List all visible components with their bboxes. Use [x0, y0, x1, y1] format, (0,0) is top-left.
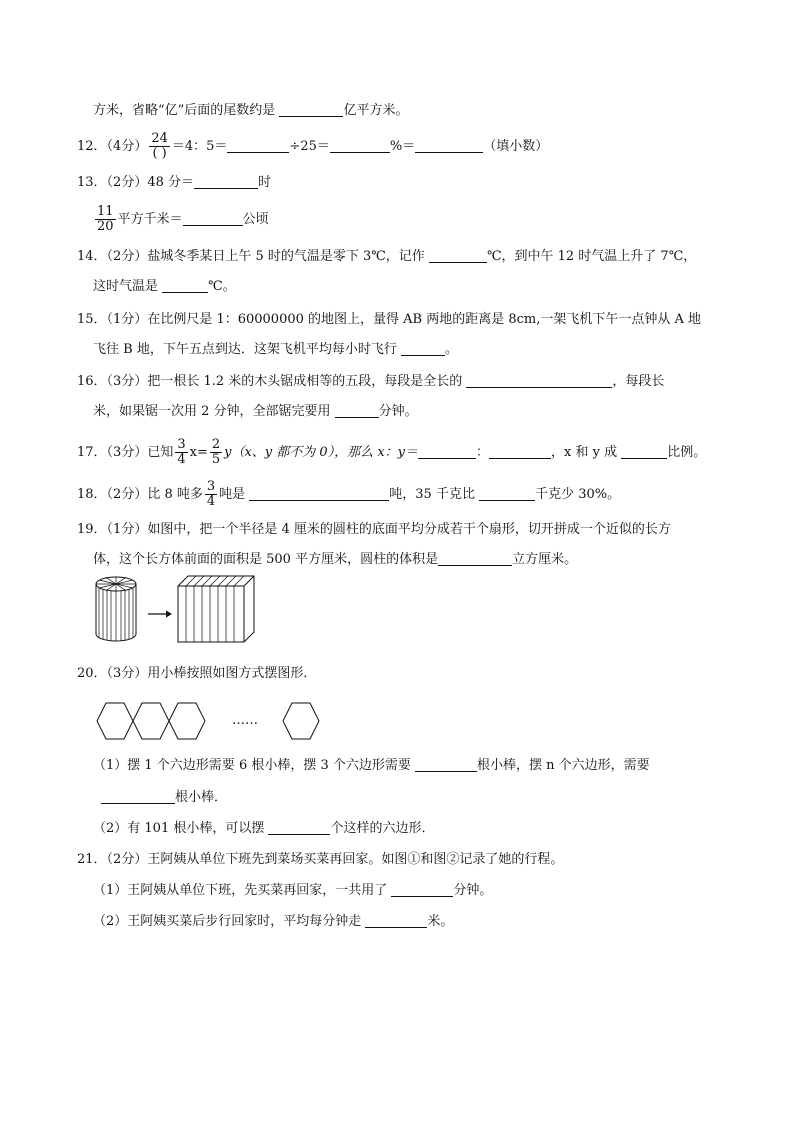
- q18-text-a: 18．（2分）比 8 吨多: [77, 487, 203, 502]
- q13-unit-2: 公顷: [242, 212, 269, 227]
- q14-text-a: 14．（2分）盐城冬季某日上午 5 时的气温是零下 3℃，记作: [77, 249, 429, 264]
- q18-blank-1[interactable]: [249, 486, 389, 501]
- question-13: [77, 174, 271, 192]
- q17-text-d: ：: [476, 445, 490, 460]
- q21-p1-blank[interactable]: [391, 882, 453, 897]
- q15-text-a: 15．（1分）在比例尺是 1：60000000 的地图上，量得 AB 两地的距离是 8cm,一架飞机下午一点钟从 A 地: [77, 312, 702, 327]
- q14-text-c: 这时气温是: [93, 279, 163, 294]
- q21-p1-text-b: 分钟。: [453, 883, 493, 898]
- q20-hexagon-figure: [96, 700, 326, 742]
- question-20-part1-line2: [101, 789, 227, 807]
- q17-blank-1[interactable]: [418, 444, 476, 459]
- q13-text-b: 平方千米＝: [117, 212, 183, 227]
- q19-text-b: 体，这个长方体前面的面积是 500 平方厘米，圆柱的体积是: [93, 552, 439, 567]
- q14-blank-1[interactable]: [429, 248, 487, 263]
- hexagon-1: [97, 703, 133, 739]
- q19-figure: [90, 572, 260, 652]
- q17-text-a: 17．（3分）已知: [77, 445, 174, 460]
- q20-p1-blank-2[interactable]: [101, 789, 175, 804]
- q17-fraction-2-numerator: 2: [211, 437, 221, 452]
- q21-p2-text-a: （2）王阿姨买菜后步行回家时，平均每分钟走: [93, 914, 366, 929]
- q20-p1-text-a: （1）摆 1 个六边形需要 6 根小棒，摆 3 个六边形需要: [93, 758, 416, 773]
- q13-fraction: [95, 205, 116, 234]
- question-17: [77, 438, 706, 467]
- q17-text-f: 比例。: [667, 445, 707, 460]
- question-19: [77, 521, 671, 539]
- q20-p1-blank-1[interactable]: [415, 757, 477, 772]
- q15-text-b: 飞往 B 地，下午五点到达．这架飞机平均每小时飞行: [93, 342, 401, 357]
- q18-blank-2[interactable]: [479, 486, 535, 501]
- q18-text-c: 吨，35 千克比: [389, 487, 480, 502]
- question-15-line2: [93, 341, 458, 359]
- q17-text-c: y（x、y 都不为 0），那么 x：y＝: [224, 445, 418, 460]
- question-20: [77, 665, 316, 683]
- q13-blank-1[interactable]: [194, 174, 258, 189]
- question-21-part2: [93, 913, 453, 931]
- q13-blank-2[interactable]: [183, 211, 243, 226]
- question-18: [77, 480, 620, 509]
- question-19-line2: [93, 551, 577, 569]
- q17-fraction-1-numerator: 3: [177, 437, 186, 452]
- q15-text-c: 。: [444, 342, 458, 357]
- question-21: [77, 851, 563, 869]
- arrow-icon: [148, 611, 172, 618]
- q11-blank[interactable]: [279, 102, 343, 117]
- q19-text-c: 立方厘米。: [512, 552, 578, 567]
- q19-blank[interactable]: [438, 551, 512, 566]
- q17-text-e: ，x 和 y 成: [551, 445, 622, 460]
- q18-fraction-denominator: 4: [206, 494, 216, 509]
- question-14-line2: [93, 278, 236, 296]
- q20-p2-text-b: 个这样的六边形．: [330, 821, 435, 836]
- q12-text-d: （填小数）: [483, 139, 549, 154]
- q17-fraction-1: [175, 438, 187, 467]
- hexagon-2: [133, 703, 169, 739]
- q16-text-b: ，每段长: [612, 374, 665, 389]
- q16-blank-1[interactable]: [466, 373, 612, 388]
- q16-text-a: 16．（3分）把一根长 1.2 米的木头锯成相等的五段，每段是全长的: [77, 374, 467, 389]
- q17-text-b: x=: [189, 445, 208, 460]
- question-13-line2: [93, 205, 269, 234]
- q12-fraction: [149, 132, 170, 161]
- q18-fraction: [205, 480, 217, 509]
- hexagon-single: [283, 703, 319, 739]
- q20-p1-text-b: 根小棒，摆 n 个六边形，需要: [477, 758, 650, 773]
- question-21-part1: [93, 882, 492, 900]
- question-16: [77, 373, 664, 391]
- q13-fraction-denominator: 20: [97, 219, 114, 234]
- question-12: [77, 132, 548, 161]
- q16-blank-2[interactable]: [335, 403, 379, 418]
- q12-blank-2[interactable]: [330, 138, 390, 153]
- q12-fraction-denominator[interactable]: ( ): [152, 146, 167, 161]
- q12-number: 12．（4分）: [77, 139, 148, 154]
- cylinder-figure: [96, 577, 136, 641]
- q15-blank[interactable]: [401, 341, 445, 356]
- q13-fraction-numerator: 11: [97, 204, 114, 219]
- hexagon-3: [169, 703, 205, 739]
- q18-fraction-numerator: 3: [206, 479, 216, 494]
- q18-text-d: 千克少 30%。: [535, 487, 621, 502]
- q17-blank-2[interactable]: [489, 444, 551, 459]
- q11-text: 方米，省略“亿”后面的尾数约是: [93, 103, 280, 118]
- question-14: [77, 248, 696, 266]
- q20-text-a: 20．（3分）用小棒按照如图方式摆图形．: [77, 666, 317, 681]
- q13-unit-1: 时: [258, 175, 272, 190]
- q11-unit: 亿平方米。: [343, 103, 409, 118]
- q21-p2-blank[interactable]: [365, 913, 427, 928]
- q17-blank-3[interactable]: [621, 444, 667, 459]
- q12-text-c: %＝: [389, 139, 416, 154]
- q12-blank-3[interactable]: [415, 138, 483, 153]
- q16-text-c: 米，如果锯一次用 2 分钟，全部锯完要用: [93, 404, 335, 419]
- q20-p2-blank[interactable]: [268, 820, 330, 835]
- q12-text-a: ＝4：5＝: [171, 139, 228, 154]
- q12-blank-1[interactable]: [227, 138, 289, 153]
- q18-text-b: 吨是: [219, 487, 250, 502]
- q21-text-a: 21．（2分）王阿姨从单位下班先到菜场买菜再回家。如图①和图②记录了她的行程。: [77, 852, 564, 867]
- question-16-line2: [93, 403, 418, 421]
- q16-text-d: 分钟。: [378, 404, 418, 419]
- q14-blank-2[interactable]: [162, 278, 208, 293]
- q21-p1-text-a: （1）王阿姨从单位下班，先买菜再回家，一共用了: [93, 883, 392, 898]
- q11-continuation: [93, 102, 408, 120]
- q13-number: 13．（2分）48 分＝: [77, 175, 194, 190]
- q14-text-b: ℃，到中午 12 时气温上升了 7℃，: [486, 249, 697, 264]
- q12-fraction-numerator: 24: [151, 131, 168, 146]
- q19-text-a: 19．（1分）如图中，把一个半径是 4 厘米的圆柱的底面平均分成若干个扇形，切开拼成一个近似的长方: [77, 522, 671, 537]
- question-15: [77, 311, 701, 329]
- q20-p2-text-a: （2）有 101 根小棒，可以摆: [93, 821, 269, 836]
- q21-p2-text-b: 米。: [427, 914, 454, 929]
- q14-text-d: ℃。: [208, 279, 236, 294]
- q17-fraction-2: [210, 438, 222, 467]
- q17-fraction-1-denominator: 4: [177, 452, 186, 467]
- cuboid-figure: [178, 576, 254, 642]
- q17-fraction-2-denominator: 5: [211, 452, 221, 467]
- q20-ellipsis: ……: [232, 713, 258, 728]
- q20-p1-text-c: 根小棒．: [175, 790, 228, 805]
- q12-text-b: ÷25＝: [289, 139, 330, 154]
- question-20-part1: [93, 757, 650, 775]
- question-20-part2: [93, 820, 435, 838]
